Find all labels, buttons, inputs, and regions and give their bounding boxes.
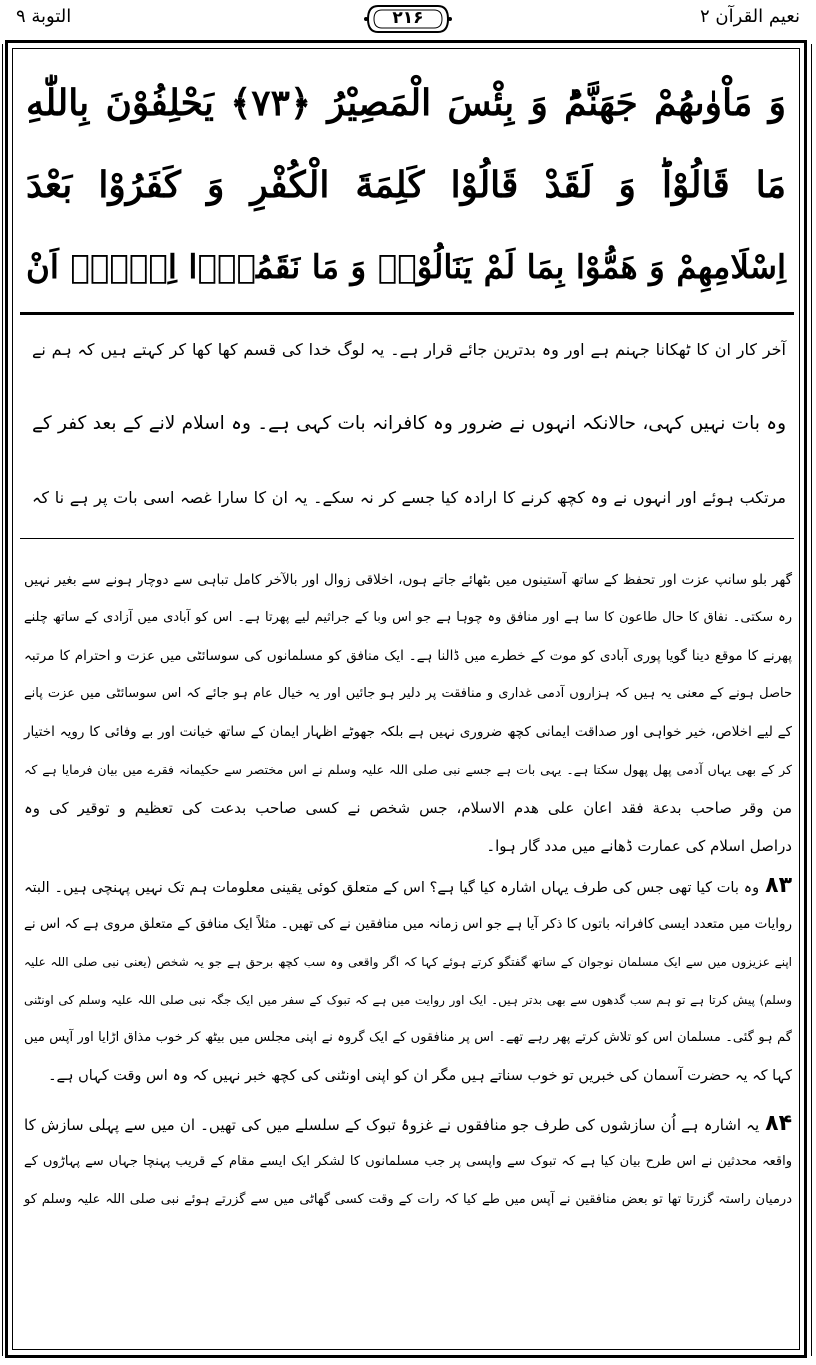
note-line: وسلم) پیش کرتا ہے تو ہم سب گدھوں سے بھی بدتر ہیں۔ ایک اور روایت میں ہے کہ تبوک کے سفر میں ایک جگہ نبی صلی اللہ علیہ وسلم کی اونٹنی [24, 993, 792, 1007]
translation-line: آخر کار ان کا ٹھکانا جہنم ہے اور وہ بدترین جائے قرار ہے۔ یہ لوگ خدا کی قسم کھا کھا کر کہتے ہیں کہ ہم نے [32, 340, 786, 359]
note-84-number: ۸۴ [765, 1111, 792, 1136]
note-line: روایات میں متعدد ایسی کافرانہ باتوں کا ذکر آیا ہے جو اس زمانہ میں منافقین نے کی تھیں۔ مثلاً ایک منافق کے متعلق مروی ہے کہ اس نے [24, 916, 792, 932]
note-line: دراصل اسلام کی عمارت ڈھانے میں مدد گار ہوا۔ [486, 837, 792, 855]
note-line: رہ سکتی۔ نفاق کا حال طاعون کا سا ہے اور منافق وہ چوہا ہے جو اس وبا کے جراثیم لیے پھرتا ہے۔ اس کو آبادی میں آزادی کے ساتھ چلنے [24, 610, 792, 625]
arabic-verse-line: اِسْلَامِهِمْ وَ هَمُّوْا بِمَا لَمْ يَنَالُوْاۚ وَ مَا نَقَمُوْۤا اِلَّاۤ اَنْ [26, 247, 786, 286]
note-line: درمیان راستہ گزرتا تھا تو بعض منافقین نے آپس میں طے کیا کہ رات کے وقت کسی گھاٹی میں سے گزرتے ہوئے نبی صلی اللہ علیہ وسلم کو [24, 1192, 792, 1207]
note-line: واقعہ محدثین نے اس طرح بیان کیا ہے کہ تبوک سے واپسی پر جب مسلمانوں کا لشکر ایک ایسے مقام کے قریب پہنچا جہاں سے پہاڑوں کے [24, 1154, 792, 1169]
surah-name: التوبة ۹ [16, 6, 72, 27]
note-line: اپنے عزیزوں میں سے ایک مسلمان نوجوان کے ساتھ گفتگو کرتے ہوئے کہا کہ اگر واقعی وہ سب کچھ برحق ہے جو یہ شخص (یعنی نبی صلی اللہ علیہ [24, 955, 792, 969]
note-84-first-line [24, 1108, 792, 1140]
translation-line: مرتکب ہوئے اور انہوں نے وہ کچھ کرنے کا ارادہ کیا جسے کر نہ سکے۔ یہ ان کا سارا غصہ اسی بات پر ہے نا کہ [32, 488, 786, 507]
note-84-text: یہ اشارہ ہے اُن سازشوں کی طرف جو منافقوں نے غزوۂ تبوک کے سلسلے میں کی تھیں۔ ان میں سے پہلی سازش کا [24, 1116, 760, 1134]
left-margin-rule [2, 44, 3, 1356]
page-number-cartouche [364, 2, 452, 36]
note-line: گم ہو گئی۔ مسلمان اس کو تلاش کرتے پھر رہے تھے۔ اس پر منافقوں کے ایک گروہ نے اپنی مجلس میں بیٹھ کر خوب مذاق اڑایا اور آپس میں [24, 1030, 792, 1045]
note-line: حاصل ہونے کے معنی یہ ہیں کہ ہزاروں آدمی غداری و منافقت پر دلیر ہو جائیں اور یہ خیال عام ہو جائے کہ اس سوسائٹی میں عزت پانے [24, 686, 792, 701]
note-83-first-line [24, 870, 792, 902]
section-divider [20, 312, 794, 315]
section-divider [20, 538, 794, 539]
book-title: نعیم القرآن ۲ [700, 6, 800, 27]
right-margin-rule [811, 44, 812, 1356]
translation-line: وہ بات نہیں کہی، حالانکہ انہوں نے ضرور وہ کافرانہ بات کہی ہے۔ وہ اسلام لانے کے بعد کفر کے [32, 413, 786, 434]
note-line: کے لیے اخلاص، خیر خواہی اور صداقت ایمانی کچھ ضروری نہیں ہے بلکہ جھوٹے اظہار ایمان کے ساتھ خیانت اور بے وفائی کا رویہ اختیار [24, 724, 792, 740]
note-line: پھرنے کا موقع دینا گویا پوری آبادی کو موت کے خطرے میں ڈالنا ہے۔ ایک منافق کو مسلمانوں کی سوسائٹی میں عزت و احترام کا مرتبہ [24, 648, 792, 664]
note-line: کر کے بھی یہاں آدمی پھل پھول سکتا ہے۔ یہی بات ہے جسے نبی صلی اللہ علیہ وسلم نے اس مختصر سے حکیمانہ فقرے میں بیان فرمایا ہے کہ [24, 762, 792, 777]
note-line: کہا کہ یہ حضرت آسمان کی خبریں تو خوب سناتے ہیں مگر ان کو اپنی اونٹنی کی کچھ خبر نہیں کہ وہ اس وقت کہاں ہے۔ [48, 1068, 792, 1084]
arabic-verse-line: وَ مَاْوٰىهُمْ جَهَنَّمُؕ وَ بِئْسَ الْمَصِيْرُ ﴿۷۳﴾ يَحْلِفُوْنَ بِاللّٰهِ [26, 82, 786, 124]
note-line: گھر بلو سانپ عزت اور تحفظ کے ساتھ آستینوں میں بٹھائے جاتے ہوں، اخلاقی زوال اور بالآخر کامل تباہی سے دوچار ہونے سے بغیر نہیں [24, 572, 792, 588]
note-83-text: وہ بات کیا تھی جس کی طرف یہاں اشارہ کیا گیا ہے؟ اس کے متعلق کوئی یقینی معلومات ہم تک نہیں پہنچی ہیں۔ البتہ [24, 880, 760, 896]
arabic-verse-line: مَا قَالُوْاؕ وَ لَقَدْ قَالُوْا كَلِمَةَ الْكُفْرِ وَ كَفَرُوْا بَعْدَ [26, 164, 786, 206]
note-83-number: ۸۳ [765, 873, 792, 898]
page-number: ۲۱۶ [392, 8, 424, 28]
note-line: من وقر صاحب بدعة فقد اعان علی هدم الاسلام، جس شخص نے کسی صاحب بدعت کی تعظیم و توقیر کی وہ [24, 799, 792, 817]
